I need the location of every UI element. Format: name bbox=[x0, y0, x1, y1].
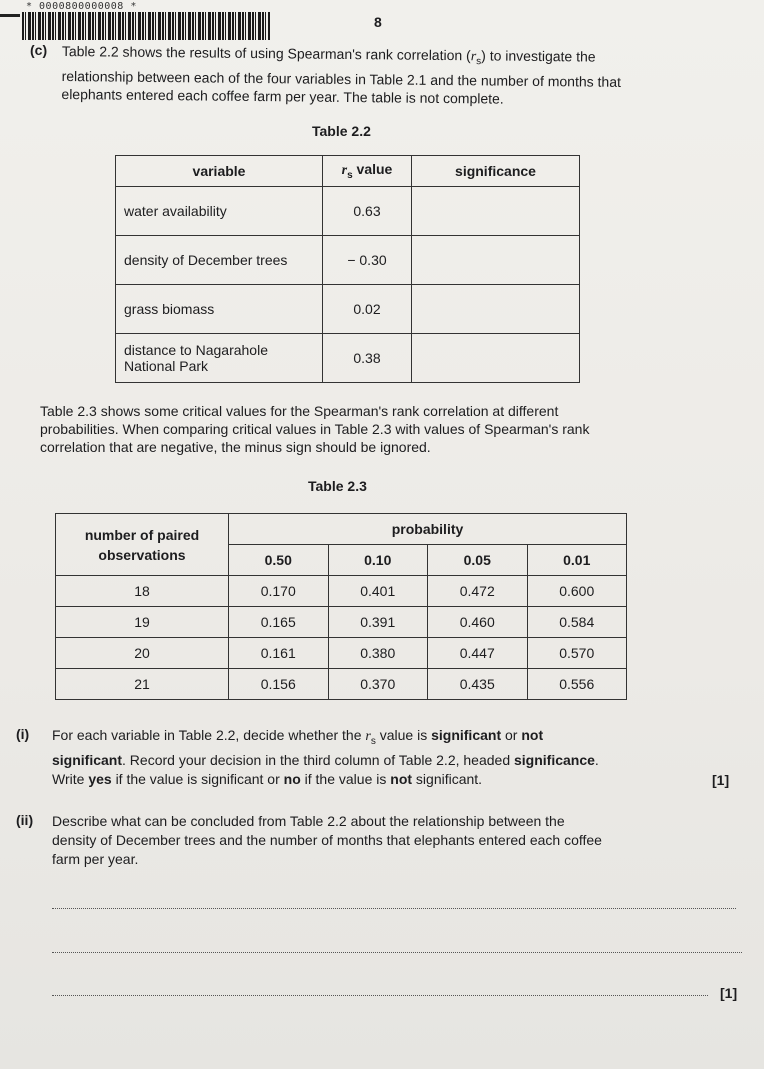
pi-l1b: value is bbox=[379, 727, 428, 743]
observations-cell: 20 bbox=[56, 638, 229, 669]
critical-value-cell: 0.391 bbox=[328, 607, 428, 638]
pi-l1d: or bbox=[505, 727, 518, 743]
intro-line2: probabilities. When comparing critical values in Table 2.3 with values of Spearman's rank bbox=[40, 421, 590, 437]
table-2-3-caption: Table 2.3 bbox=[308, 478, 367, 494]
pii-line1: Describe what can be concluded from Table 2.2 about the relationship between the bbox=[52, 813, 565, 829]
rs-symbol: r bbox=[470, 49, 477, 65]
critical-value-cell: 0.447 bbox=[428, 638, 528, 669]
pi-l3f: not bbox=[390, 770, 413, 787]
pi-l3b: yes bbox=[88, 770, 112, 787]
significance-cell[interactable] bbox=[412, 334, 580, 383]
variable-cell: water availability bbox=[116, 187, 323, 236]
intro-line1: Table 2.3 shows some critical values for the Spearman's rank correlation at different bbox=[40, 403, 559, 419]
rs-value-cell: 0.02 bbox=[323, 285, 412, 334]
header-variable: variable bbox=[116, 156, 323, 187]
part-i-label: (i) bbox=[16, 726, 30, 742]
barcode-icon bbox=[22, 12, 270, 40]
table-row bbox=[116, 285, 580, 334]
question-c-text bbox=[61, 42, 762, 110]
table-row bbox=[116, 236, 580, 285]
critical-value-cell: 0.156 bbox=[229, 669, 329, 700]
table-row bbox=[116, 334, 580, 383]
pi-l3a: Write bbox=[52, 770, 85, 787]
header-rs-symbol: r bbox=[341, 163, 348, 179]
pi-l2b: . Record your decision in the third column of Table 2.2, headed bbox=[122, 751, 511, 768]
significance-cell[interactable] bbox=[412, 187, 580, 236]
part-ii-marks: [1] bbox=[720, 985, 738, 1001]
qc-line2: relationship between each of the four variables in Table 2.1 and the number of months that bbox=[61, 67, 622, 90]
top-rule bbox=[0, 14, 20, 17]
pi-l1e: not bbox=[521, 727, 544, 743]
answer-line-1[interactable] bbox=[52, 908, 736, 909]
critical-value-cell: 0.435 bbox=[428, 669, 528, 700]
critical-value-cell: 0.165 bbox=[229, 607, 329, 638]
prob-col-005: 0.05 bbox=[428, 545, 528, 576]
header-rs-value bbox=[323, 156, 412, 187]
pii-line2: density of December trees and the number of months that elephants entered each coffee bbox=[52, 832, 602, 848]
qc-line1b: ) to investigate the bbox=[481, 47, 596, 65]
variable-cell: density of December trees bbox=[116, 236, 323, 285]
pi-l3g: significant. bbox=[415, 770, 483, 787]
variable-cell: distance to Nagarahole National Park bbox=[116, 334, 323, 383]
barcode-text: * 0000800000008 * bbox=[26, 1, 137, 12]
pi-l1a: For each variable in Table 2.2, decide whether the bbox=[52, 727, 362, 743]
header-significance: significance bbox=[412, 156, 580, 187]
question-c-label: (c) bbox=[30, 42, 48, 58]
header-paired-observations: number of paired observations bbox=[56, 514, 229, 576]
critical-value-cell: 0.161 bbox=[229, 638, 329, 669]
observations-cell: 21 bbox=[56, 669, 229, 700]
critical-value-cell: 0.472 bbox=[428, 576, 528, 607]
table-2-2 bbox=[115, 155, 580, 383]
part-ii-text bbox=[52, 812, 752, 869]
header-value-label: value bbox=[356, 161, 393, 178]
critical-value-cell: 0.460 bbox=[428, 607, 528, 638]
observations-cell: 18 bbox=[56, 576, 229, 607]
pii-line3: farm per year. bbox=[52, 851, 139, 867]
critical-value-cell: 0.370 bbox=[328, 669, 428, 700]
rs-value-cell: 0.38 bbox=[323, 334, 412, 383]
part-i-text bbox=[52, 726, 742, 789]
critical-value-cell: 0.401 bbox=[328, 576, 428, 607]
pi-l2d: . bbox=[594, 751, 599, 768]
significance-cell[interactable] bbox=[412, 285, 580, 334]
header-probability: probability bbox=[229, 514, 627, 545]
qc-line3: elephants entered each coffee farm per year. The table is not complete. bbox=[61, 85, 504, 107]
answer-line-2[interactable] bbox=[52, 952, 742, 953]
pi-l2a: significant bbox=[52, 751, 123, 768]
pi-l3c: if the value is significant or bbox=[115, 770, 280, 787]
table-row bbox=[56, 607, 627, 638]
table-row bbox=[116, 187, 580, 236]
critical-value-cell: 0.380 bbox=[328, 638, 428, 669]
significance-cell[interactable] bbox=[412, 236, 580, 285]
pi-l3d: no bbox=[283, 770, 301, 787]
header-rs-sub: s bbox=[347, 169, 353, 181]
part-ii-label: (ii) bbox=[16, 812, 34, 828]
critical-value-cell: 0.170 bbox=[229, 576, 329, 607]
page-number: 8 bbox=[374, 14, 382, 30]
table-row bbox=[56, 669, 627, 700]
variable-cell: grass biomass bbox=[116, 285, 323, 334]
prob-col-050: 0.50 bbox=[229, 545, 329, 576]
prob-col-001: 0.01 bbox=[527, 545, 627, 576]
prob-col-010: 0.10 bbox=[328, 545, 428, 576]
table-2-3-intro bbox=[40, 402, 730, 456]
pi-rs-symbol: r bbox=[365, 729, 371, 744]
answer-line-3[interactable] bbox=[52, 995, 708, 996]
table-row bbox=[56, 638, 627, 669]
part-i-marks: [1] bbox=[712, 772, 730, 788]
pi-l1c: significant bbox=[431, 727, 502, 743]
pi-l3e: if the value is bbox=[304, 770, 387, 787]
observations-cell: 19 bbox=[56, 607, 229, 638]
rs-subscript: s bbox=[476, 56, 482, 68]
table-2-3 bbox=[55, 513, 627, 700]
table-row bbox=[56, 576, 627, 607]
critical-value-cell: 0.584 bbox=[527, 607, 627, 638]
critical-value-cell: 0.600 bbox=[527, 576, 627, 607]
table-2-2-caption: Table 2.2 bbox=[312, 123, 371, 139]
rs-value-cell: 0.63 bbox=[323, 187, 412, 236]
rs-value-cell: − 0.30 bbox=[323, 236, 412, 285]
intro-line3: correlation that are negative, the minus sign should be ignored. bbox=[40, 439, 431, 455]
pi-rs-sub: s bbox=[370, 735, 376, 747]
pi-l2c: significance bbox=[514, 751, 595, 768]
critical-value-cell: 0.556 bbox=[527, 669, 627, 700]
critical-value-cell: 0.570 bbox=[527, 638, 627, 669]
qc-line1a: Table 2.2 shows the results of using Spearman's rank correlation ( bbox=[61, 42, 471, 64]
